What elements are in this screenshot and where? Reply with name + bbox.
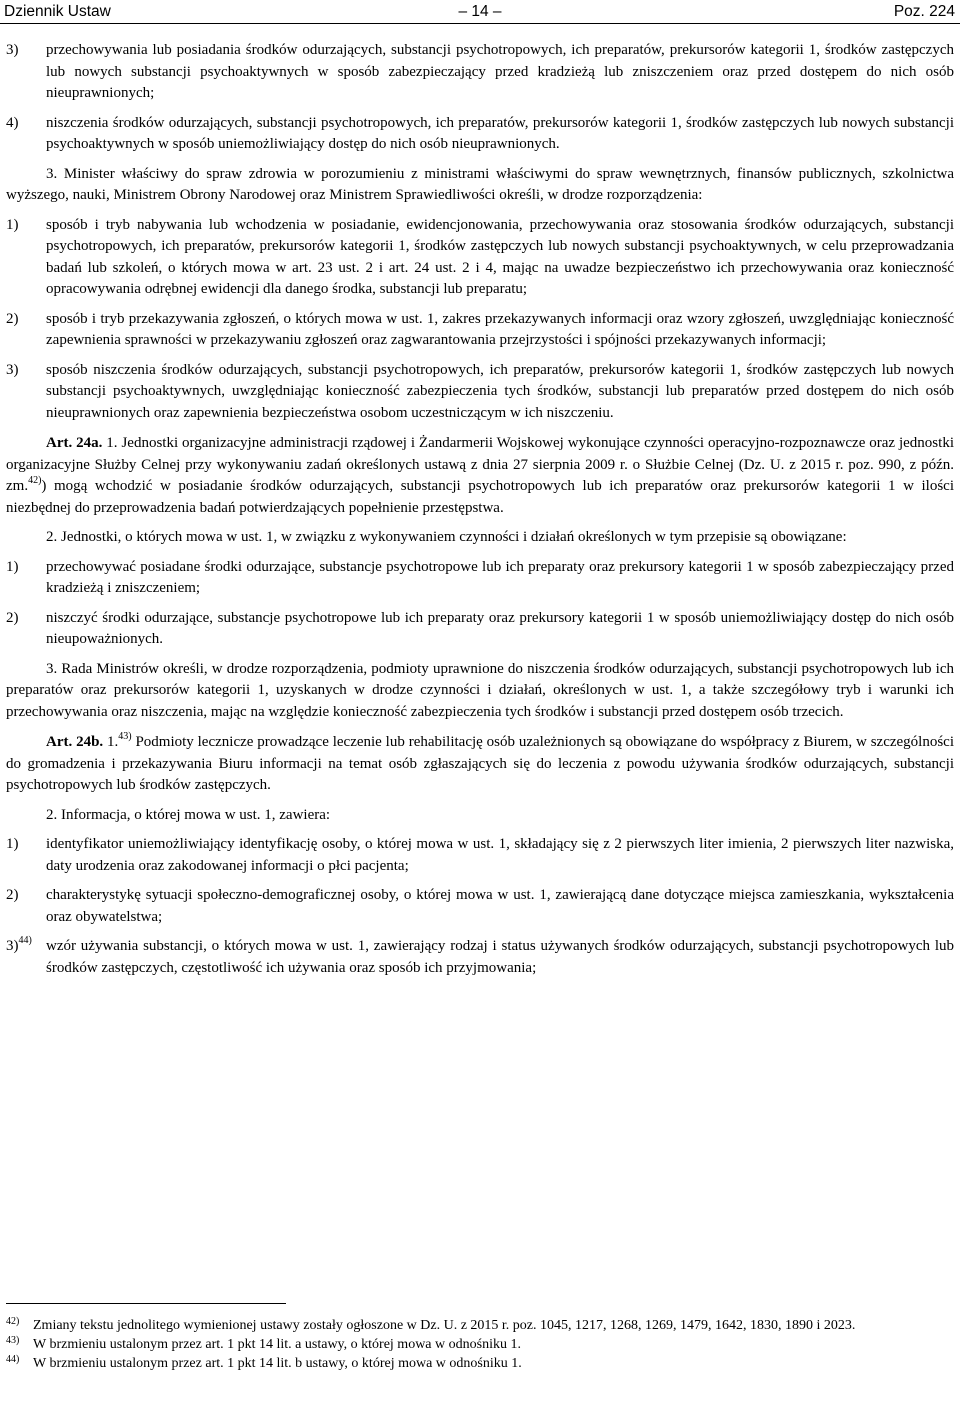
footnote-text: W brzmieniu ustalonym przez art. 1 pkt 14 lit. a ustawy, o której mowa w odnośniku 1. [33,1337,521,1352]
footnote-ref-43[interactable]: 43) [118,731,132,742]
footnote-text: W brzmieniu ustalonym przez art. 1 pkt 14 lit. b ustawy, o której mowa w odnośniku 1. [33,1356,522,1371]
article-24a-label: Art. 24a. [46,435,103,451]
list-item-number: 3)$^{44)}$ [6,935,32,954]
list-item [6,834,954,877]
footnote-ref-44[interactable]: 44) [18,935,32,946]
list-item [6,885,954,928]
list-item [6,40,954,105]
list-item-text: niszczyć środki odurzające, substancje psychotropowe lub ich preparaty oraz prekursory kategorii 1 w sposób uniemożliwiający dostęp do nich osób nieupoważnionych. [46,609,954,647]
document-body [6,40,954,979]
list-item [6,557,954,600]
article-24b-text: Podmioty lecznicze prowadzące leczenie lub rehabilitację osób uzależnionych są obowiązane do współpracy z Biurem, w szczególności do gromadzenia i przekazywania Biuru informacji na temat osób zgłaszających się do leczenia z powodu używania środków odurzających, substancji psychotropowych lub środków zastępczych. [6,734,955,793]
list-item-text: przechowywać posiadane środki odurzające, substancje psychotropowe lub ich preparaty oraz prekursory kategorii 1 w sposób zabezpieczający przed kradzieżą i zniszczeniem; [46,558,954,596]
list-item-number: 1) [6,836,19,852]
footnote-ref-42[interactable]: 42) [28,475,42,486]
list-item [6,360,954,425]
journal-title: Dziennik Ustaw [4,3,111,20]
list-item [6,215,954,301]
list-item-text: sposób i tryb nabywania lub wchodzenia w posiadanie, ewidencjonowania, przechowywania oraz stosowania środków odurzających, substancji psychotropowych, ich preparatów, prekursorów kategorii 1, środków zastępczych lub nowych substancji psychoaktywnych, w celu przeprowadzania badań lub szkoleń, o których mowa w art. 23 ust. 2 i art. 24 ust. 2 i 4, mając na uwadze bezpieczeństwo ich przechowywania oraz konieczność opracowywania odrębnej ewidencji dla danego środka, substancji lub preparatu; [46,216,954,297]
list-item [6,608,954,651]
article-24a-text: 1. Jednostki organizacyjne administracji rządowej i Żandarmerii Wojskowej wykonujące czynności operacyjno-rozpoznawcze oraz jednostki organizacyjne Służby Celnej przy wykonywaniu zadań określonych ustawą z dnia 27 sierpnia 2009 r. o Służbie Celnej (Dz. U. z 2015 r. poz. 990, z późn. zm. [6,435,954,494]
article-24b-paragraph-1 [6,732,954,797]
page-header [0,0,960,22]
list-item-text: sposób i tryb przekazywania zgłoszeń, o których mowa w ust. 1, zakres przekazywanych informacji oraz wzory zgłoszeń, uwzględniając konieczność zapewnienia sprawności w przekazywaniu zgłoszeń oraz zagwarantowania przejrzystości i spójności przekazywanych informacji; [46,310,954,348]
list-item [6,309,954,352]
article-24a-text-cont: ) mogą wchodzić w posiadanie środków odurzających, substancji psychotropowych lub ich preparatów oraz prekursorów kategorii 1 w ilości niezbędnej do przeprowadzenia badań potwierdzających popełnienie przestępstwa. [6,478,954,516]
footnote-divider [6,1303,286,1304]
article-24b-label: Art. 24b. [46,734,104,750]
footnote-number: 42) [6,1316,20,1327]
list-item-text: przechowywania lub posiadania środków odurzających, substancji psychotropowych, ich preparatów, prekursorów kategorii 1, środków zastępczych lub nowych substancji psychoaktywnych w sposób zabezpieczający przed kradzieżą lub zniszczeniem oraz przed dostępem do nich osób nieuprawnionych; [46,42,954,101]
header-divider [0,23,960,24]
list-item-text: charakterystykę sytuacji społeczno-demograficznej osoby, o której mowa w ust. 1, zawierającą dane dotyczące miejsca zamieszkania, wykształcenia oraz obywatelstwa; [46,887,954,925]
article-24b-num: 1. [107,734,119,750]
list-item-number: 2) [6,609,19,626]
footnote-number: 44) [6,1354,20,1365]
article-24a-paragraph-3: 3. Rada Ministrów określi, w drodze rozporządzenia, podmioty uprawnione do niszczenia środków odurzających, substancji psychotropowych lub ich preparatów oraz prekursorów kategorii 1, uzyskanych w drodze czynności i działań, określonych w ust. 1, a także szczegółowy tryb i warunki ich przechowywania oraz niszczenia, mając na względzie konieczność zabezpieczenia tych środków i substancji przed dostępem osób trzecich. [6,660,954,720]
list-item-number: 4) [6,114,19,131]
article-24b-paragraph-2: 2. Informacja, o której mowa w ust. 1, zawiera: [46,806,331,823]
footnote-42 [6,1316,954,1335]
list-item-text: niszczenia środków odurzających, substancji psychotropowych, ich preparatów, prekursorów kategorii 1, środków zastępczych lub nowych substancji psychoaktywnych w sposób uniemożliwiający dostęp do nich osób nieuprawnionych. [46,114,954,152]
list-item-text: sposób niszczenia środków odurzających, substancji psychotropowych, ich preparatów, prekursorów kategorii 1, środków zastępczych lub nowych substancji psychoaktywnych, uwzględniając konieczność zabezpieczenia tych środków, substancji lub preparatów przed dostępem do nich osób nieuprawnionych oraz zapewnienia bezpieczeństwa osobom uczestniczącym w ich niszczeniu. [46,361,954,421]
list-item-number: 1) [6,558,19,575]
list-item-number: 3) [6,361,19,378]
article-24a-paragraph-1 [6,433,954,519]
list-item-number: 1) [6,216,19,233]
footnote-43 [6,1335,954,1354]
footnotes [6,1316,954,1373]
page-number: – 14 – [458,3,502,20]
position-number: Poz. 224 [893,3,955,20]
list-item-number: 2) [6,310,19,327]
footnote-number: 43) [6,1335,20,1346]
footnote-44 [6,1354,954,1373]
footnote-text: Zmiany tekstu jednolitego wymienionej ustawy zostały ogłoszone w Dz. U. z 2015 r. poz. 1045, 1217, 1268, 1269, 1479, 1642, 1830, 1890 i 2023. [33,1318,856,1333]
article-24a-paragraph-2: 2. Jednostki, o których mowa w ust. 1, w związku z wykonywaniem czynności i działań określonych w tym przepisie są obowiązane: [46,529,847,545]
list-item-text: identyfikator uniemożliwiający identyfikację osoby, o której mowa w ust. 1, składający się z 2 pierwszych liter imienia, 2 pierwszych liter nazwiska, daty urodzenia oraz zakodowanej informacji o płci pacjenta; [46,836,954,874]
list-item-text: wzór używania substancji, o których mowa w ust. 1, zawierający rodzaj i status używanych środków odurzających, substancji psychotropowych lub środków zastępczych, częstotliwość ich używania oraz sposób ich przyjmowania; [46,938,954,976]
paragraph-3: 3. Minister właściwy do spraw zdrowia w porozumieniu z ministrami właściwymi do spraw wewnętrznych, finansów publicznych, szkolnictwa wyższego, nauki, Ministrem Obrony Narodowej oraz Ministrem Sprawiedliwości określi, w drodze rozporządzenia: [6,165,954,203]
list-item-number: 3) [6,42,19,58]
list-item [6,936,954,979]
list-item [6,113,954,156]
list-item-number: 2) [6,887,19,903]
